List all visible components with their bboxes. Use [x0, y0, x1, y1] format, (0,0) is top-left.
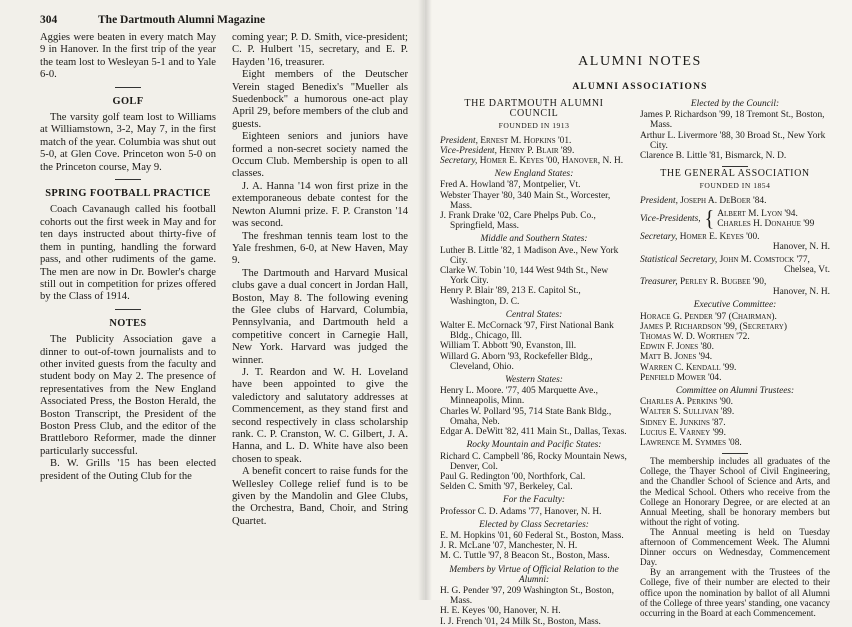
brace-glyph: { — [704, 206, 715, 232]
elected-by-council-list — [640, 110, 830, 161]
council-member-entry: H. E. Keyes '00, Hanover, N. H. — [440, 606, 561, 617]
annual-meeting-paragraph: The Annual meeting is held on Tuesday afternoon of Commencement Week. The Alumni Dinner occurs on Wednesday, Commencement Day. — [640, 526, 830, 568]
deutscher-verein-paragraph: Eight members of the Deutscher Verein staged Benedix's "Mueller als Suedenbock" a humorous one-act play April 29, before members of the club and guests. — [232, 69, 408, 130]
council-member-entry: Charles W. Pollard '95, 714 State Bank Bldg., Omaha, Neb. — [440, 406, 612, 427]
golf-paragraph: The varsity golf team lost to Williams at Williamstown, 3-2, May 7, in the first match of the year. Columbia was shut out 5-0, at Glen Cove. Princeton won 5-0 on the Princeton course, May 9. — [40, 112, 216, 173]
council-member-entry: M. C. Tuttle '97, 8 Beacon St., Boston, Mass. — [440, 551, 610, 562]
council-name: THE DARTMOUTH ALUMNI COUNCIL — [464, 98, 604, 120]
football-paragraph: Coach Cavanaugh called his football cohorts out the first week in May and for ten days instructed about thirty-five of them in punting, handling the forward pass, and other rudiments of the game. The men are now in Dr. Bowler's charge still out in competition for prizes offered by the Class of 1914. — [40, 204, 216, 303]
ga-president: President, Joseph A. DeBoer '84. — [640, 195, 767, 206]
council-group-heading: Elected by Class Secretaries: — [479, 519, 589, 530]
committee-member: Lucius E. Varney '99. — [640, 427, 726, 438]
ga-treasurer: Treasurer, Perley R. Bugbee '90, — [640, 277, 767, 288]
divider — [115, 87, 141, 88]
page-number: 304 — [40, 14, 58, 26]
debate-paragraph: J. A. Hanna '14 won first prize in the extemporaneous debate contest for the Newton Alumni prize. F. P. Cranston '14 was second. — [232, 180, 408, 230]
council-member-entry: Richard C. Campbell '86, Rocky Mountain News, Denver, Col. — [440, 451, 627, 472]
football-heading: SPRING FOOTBALL PRACTICE — [45, 188, 211, 200]
tennis-paragraph: The freshman tennis team lost to the Yale freshmen, 6-0, at New Haven, May 9. — [232, 230, 408, 267]
musical-clubs-paragraph: The Dartmouth and Harvard Musical clubs gave a dual concert in Jordan Hall, Boston, May 8. The following evening the Glee clubs of Harvard, Columbia, Pennsylvania, and Dartmouth held a competitive concert in Carnegie Hall, New York. Harvard was judged the winner. — [232, 267, 408, 366]
continued-paragraph: coming year; P. D. Smith, vice-president; C. P. Hulbert '15, secretary, and E. P. Hayden '16, treasurer. — [232, 32, 408, 68]
council-group-heading: Central States: — [505, 309, 563, 320]
council-member-entry: Walter E. McCornack '97, First National Bank Bldg., Chicago, Ill. — [440, 321, 614, 342]
council-member-entry: Clarence B. Little '81, Bismarck, N. D. — [640, 151, 787, 162]
right-column-2 — [640, 99, 830, 618]
committee-member: Lawrence M. Symmes '08. — [640, 438, 742, 449]
council-member-entry: Clarke W. Tobin '10, 144 West 94th St., New York City. — [440, 266, 609, 287]
committee-member: Edwin F. Jones '80. — [640, 342, 714, 353]
left-column-1 — [40, 32, 216, 483]
council-member-entry: James P. Richardson '99, 18 Tremont St., Boston, Mass. — [640, 110, 825, 131]
left-page — [0, 0, 424, 600]
council-member-entry: Professor C. D. Adams '77, Hanover, N. H. — [440, 506, 602, 517]
council-member-entry: J. Frank Drake '02, Care Phelps Pub. Co., Springfield, Mass. — [440, 211, 596, 232]
council-member-entry: Selden C. Smith '97, Berkeley, Cal. — [440, 482, 573, 493]
council-member-entry: Henry P. Blair '89, 213 E. Capitol St., Washington, D. C. — [440, 286, 581, 307]
council-group-heading: For the Faculty: — [503, 495, 565, 506]
council-group-heading: Western States: — [505, 375, 563, 386]
section-subtitle: ALUMNI ASSOCIATIONS — [572, 82, 708, 92]
officer-name: Homer E. Keyes '00, Hanover, N. H. — [479, 156, 624, 167]
commencement-speakers-paragraph: J. T. Reardon and W. H. Loveland have been appointed to give the valedictory and salutatory addresses at Commencement, as they stand first and second respectively in class scholarship rank. C. P. Cranston, W. C. Gilbert, J. A. Hanna, and L. D. White have also been chosen to speak. — [232, 366, 408, 465]
membership-paragraph: The membership includes all graduates of the College, the Thayer School of Civil Engineering, and the Chandler School of Science and Arts, and the Medical School. Others who receive from the College an Honorary Degree, or are elected at an Annual Meeting, shall be honorary members but without the right of voting. — [640, 456, 830, 527]
committee-member: Penfield Mower '04. — [640, 372, 722, 383]
council-member-entry: Luther B. Little '82, 1 Madison Ave., New York City. — [440, 245, 619, 266]
council-founded: FOUNDED IN 1913 — [498, 121, 570, 131]
council-member-entry: H. G. Pender '97, 209 Washington St., Boston, Mass. — [440, 585, 614, 607]
ga-statistical-secretary-location: Chelsea, Vt. — [784, 264, 830, 275]
occum-club-paragraph: Eighteen seniors and juniors have formed a non-secret society named the Occum Club. Membership is open to all classes. — [232, 131, 408, 180]
ga-treasurer-location: Hanover, N. H. — [772, 287, 830, 298]
officer-name: Henry P. Blair '89. — [499, 145, 575, 156]
committee-member: Thomas W. D. Worthen '72. — [640, 332, 750, 343]
committee-member: James P. Richardson '99, (Secretary) — [640, 321, 787, 332]
council-member-entry: I. J. French '01, 24 Milk St., Boston, Mass. — [440, 616, 601, 627]
trustees-arrangement-paragraph: By an arrangement with the Trustees of the College, five of their number are elected to their office upon the nomination by ballot of all Alumni of the College of three years' standing, one vacancy occurring in the Board at each Commencement. — [640, 567, 830, 618]
page-title: ALUMNI NOTES — [578, 54, 702, 69]
officer-role: President, — [440, 135, 478, 146]
council-officer — [440, 146, 628, 156]
council-member-entry: Webster Thayer '80, 340 Main St., Worcester, Mass. — [440, 190, 611, 211]
council-group-heading: Rocky Mountain and Pacific States: — [466, 440, 602, 451]
officer-role: Vice-President, — [440, 145, 498, 156]
council-officer — [440, 136, 628, 146]
running-title: The Dartmouth Alumni Magazine — [98, 14, 266, 26]
council-member-entry: Arthur L. Livermore '88, 30 Broad St., New York City. — [640, 130, 826, 151]
committee-member: Warren C. Kendall '99. — [640, 362, 737, 373]
ga-statistical-secretary: Statistical Secretary, John M. Comstock '77, — [640, 254, 810, 265]
ga-secretary: Secretary, Homer E. Keyes '00. — [640, 232, 760, 243]
committee-member: Walter S. Sullivan '89. — [640, 407, 735, 418]
executive-committee-list — [640, 312, 830, 383]
council-group-heading: New England States: — [494, 169, 574, 180]
council-member-entry: William T. Abbott '90, Evanston, Ill. — [440, 341, 577, 352]
council-member-entry: Henry L. Moore. '77, 405 Marquette Ave., Minneapolis, Minn. — [440, 386, 598, 407]
council-officers — [440, 136, 628, 167]
benefit-concert-paragraph: A benefit concert to raise funds for the Wellesley College relief fund is to be given by the Mandolin and Glee Clubs, the Orchestra, Band, Choir, and String Quartet. — [232, 466, 408, 527]
notes-paragraph-1: The Publicity Association gave a dinner to out-of-town journalists and to other invited guests from the faculty and student body on May 2. The presence of representatives from the New England Associated Press, the Boston Herald, the Boston Transcript, the President of the Boston Press Club, and the editor of the Brattleboro Reformer, made the dinner particularly successful. — [40, 334, 216, 457]
council-member-entry: Paul G. Redington '00, Northfork, Cal. — [440, 471, 586, 482]
general-association-name: THE GENERAL ASSOCIATION — [660, 168, 810, 180]
council-member-entry: Edgar A. DeWitt '82, 411 Main St., Dallas, Texas. — [440, 427, 627, 438]
divider — [115, 309, 141, 310]
council-group-heading: Middle and Southern States: — [480, 234, 588, 245]
ga-vice-presidents: Vice-Presidents, { Albert M. Lyon '94. Charles H. Donahue '99 — [640, 206, 815, 232]
divider — [722, 453, 748, 454]
council-member-entry: J. R. McLane '07, Manchester, N. H. — [440, 541, 578, 552]
council-officer — [440, 156, 628, 166]
council-member-entry: E. M. Hopkins '01, 60 Federal St., Boston, Mass. — [440, 530, 624, 541]
officer-name: Ernest M. Hopkins '01. — [480, 135, 572, 146]
trustees-committee-list — [640, 397, 830, 448]
committee-member: Matt B. Jones '94. — [640, 352, 713, 363]
notes-heading: NOTES — [109, 317, 147, 329]
committee-member: Sidney E. Junkins '87. — [640, 417, 726, 428]
left-column-2 — [232, 32, 408, 528]
council-member-entry: Fred A. Howland '87, Montpelier, Vt. — [440, 180, 581, 191]
page-gutter — [418, 0, 432, 600]
golf-heading: GOLF — [112, 95, 144, 107]
executive-committee-heading: Executive Committee: — [693, 300, 777, 311]
ga-secretary-location: Hanover, N. H. — [772, 242, 830, 253]
council-member-entry: Willard G. Aborn '93, Rockefeller Bldg., Cleveland, Ohio. — [440, 351, 593, 372]
council-group-heading: Members by Virtue of Official Relation to the Alumni: — [449, 564, 619, 585]
notes-paragraph-2: B. W. Grills '15 has been elected president of the Outing Club for the — [40, 458, 216, 482]
trustees-committee-heading: Committee on Alumni Trustees: — [675, 386, 795, 397]
elected-by-council-heading: Elected by the Council: — [690, 99, 780, 109]
intro-paragraph: Aggies were beaten in every match May 9 in Hanover. In the first trip of the year the team lost to Wesleyan 5-1 and to Yale 6-0. — [40, 32, 216, 81]
committee-member: Charles A. Perkins '90. — [640, 397, 734, 408]
right-column-1 — [440, 99, 628, 627]
divider — [722, 166, 748, 167]
divider — [115, 179, 141, 180]
council-groups — [440, 169, 628, 627]
committee-member: Horace G. Pender '97 (Chairman). — [640, 311, 777, 322]
general-association-founded: FOUNDED IN 1854 — [699, 181, 771, 191]
officer-role: Secretary, — [440, 156, 478, 167]
